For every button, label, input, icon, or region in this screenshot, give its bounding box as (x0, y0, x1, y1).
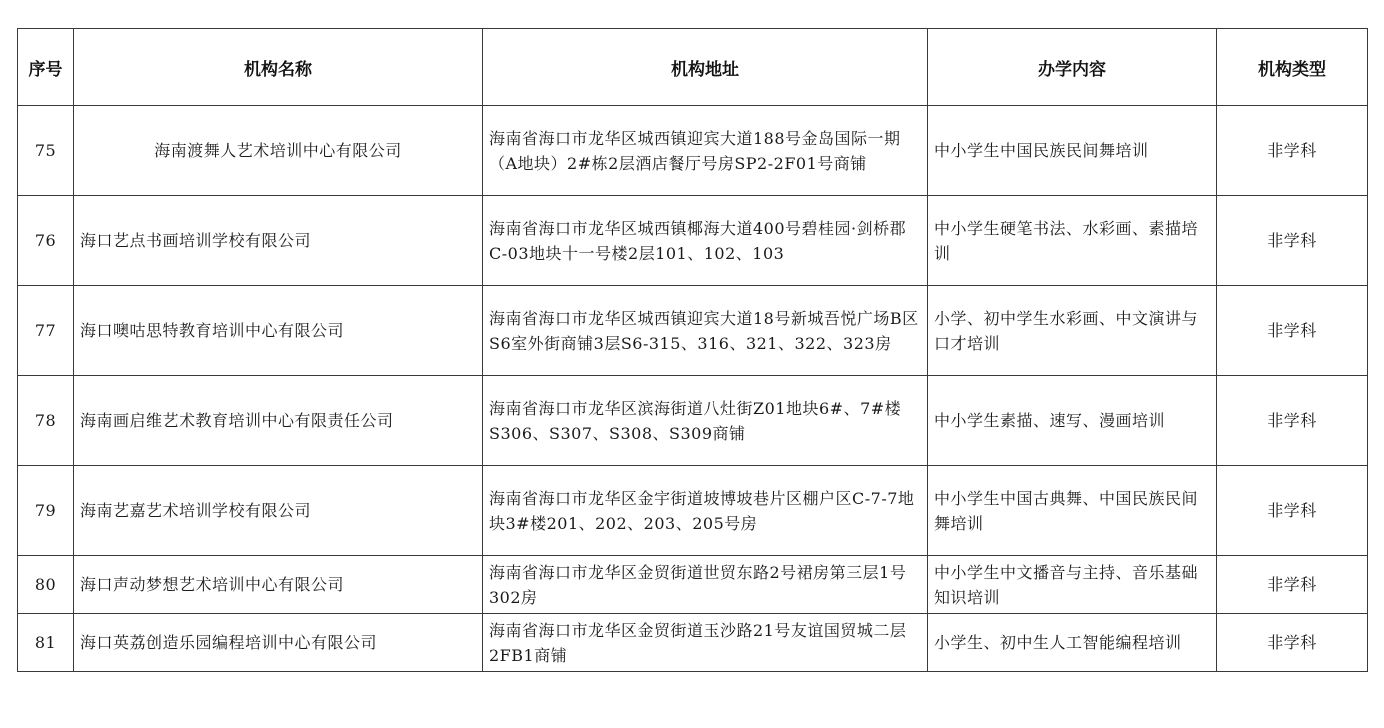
table-header-row (18, 29, 1368, 106)
row-institution-type: 非学科 (1217, 106, 1368, 196)
row-school-content: 小学、初中学生水彩画、中文演讲与口才培训 (928, 286, 1217, 376)
row-institution-address: 海南省海口市龙华区城西镇迎宾大道18号新城吾悦广场B区S6室外街商铺3层S6-315、316、321、322、323房 (483, 286, 928, 376)
table-row (18, 376, 1368, 466)
row-institution-address: 海南省海口市龙华区城西镇迎宾大道188号金岛国际一期（A地块）2#栋2层酒店餐厅号房SP2-2F01号商铺 (483, 106, 928, 196)
row-institution-address: 海南省海口市龙华区金贸街道世贸东路2号裙房第三层1号302房 (483, 556, 928, 614)
row-institution-name: 海口噢咕思特教育培训中心有限公司 (74, 286, 483, 376)
table-row (18, 556, 1368, 614)
table-row (18, 614, 1368, 672)
row-serial-number: 75 (18, 106, 74, 196)
row-school-content: 中小学生中国民族民间舞培训 (928, 106, 1217, 196)
table-row (18, 106, 1368, 196)
row-institution-name: 海南渡舞人艺术培训中心有限公司 (74, 106, 483, 196)
header-institution-address: 机构地址 (483, 29, 928, 106)
row-institution-name: 海口声动梦想艺术培训中心有限公司 (74, 556, 483, 614)
row-institution-type: 非学科 (1217, 466, 1368, 556)
row-institution-address: 海南省海口市龙华区滨海街道八灶街Z01地块6#、7#楼S306、S307、S308、S309商铺 (483, 376, 928, 466)
row-school-content: 中小学生中国古典舞、中国民族民间舞培训 (928, 466, 1217, 556)
row-institution-type: 非学科 (1217, 556, 1368, 614)
row-institution-name: 海口英荔创造乐园编程培训中心有限公司 (74, 614, 483, 672)
institution-table (17, 28, 1368, 672)
row-institution-name: 海口艺点书画培训学校有限公司 (74, 196, 483, 286)
row-institution-address: 海南省海口市龙华区金宇街道坡博坡巷片区棚户区C-7-7地块3#楼201、202、203、205号房 (483, 466, 928, 556)
table-row (18, 286, 1368, 376)
header-institution-type: 机构类型 (1217, 29, 1368, 106)
row-serial-number: 79 (18, 466, 74, 556)
row-serial-number: 81 (18, 614, 74, 672)
row-institution-type: 非学科 (1217, 286, 1368, 376)
row-school-content: 中小学生素描、速写、漫画培训 (928, 376, 1217, 466)
row-institution-type: 非学科 (1217, 614, 1368, 672)
table-row (18, 466, 1368, 556)
row-institution-name: 海南画启维艺术教育培训中心有限责任公司 (74, 376, 483, 466)
row-school-content: 小学生、初中生人工智能编程培训 (928, 614, 1217, 672)
row-serial-number: 76 (18, 196, 74, 286)
header-serial-number: 序号 (18, 29, 74, 106)
row-school-content: 中小学生硬笔书法、水彩画、素描培训 (928, 196, 1217, 286)
row-institution-address: 海南省海口市龙华区金贸街道玉沙路21号友谊国贸城二层2FB1商铺 (483, 614, 928, 672)
row-institution-name: 海南艺嘉艺术培训学校有限公司 (74, 466, 483, 556)
row-institution-type: 非学科 (1217, 376, 1368, 466)
row-serial-number: 77 (18, 286, 74, 376)
header-school-content: 办学内容 (928, 29, 1217, 106)
table-row (18, 196, 1368, 286)
row-school-content: 中小学生中文播音与主持、音乐基础知识培训 (928, 556, 1217, 614)
row-institution-type: 非学科 (1217, 196, 1368, 286)
row-institution-address: 海南省海口市龙华区城西镇椰海大道400号碧桂园·剑桥郡C-03地块十一号楼2层101、102、103 (483, 196, 928, 286)
row-serial-number: 80 (18, 556, 74, 614)
row-serial-number: 78 (18, 376, 74, 466)
header-institution-name: 机构名称 (74, 29, 483, 106)
